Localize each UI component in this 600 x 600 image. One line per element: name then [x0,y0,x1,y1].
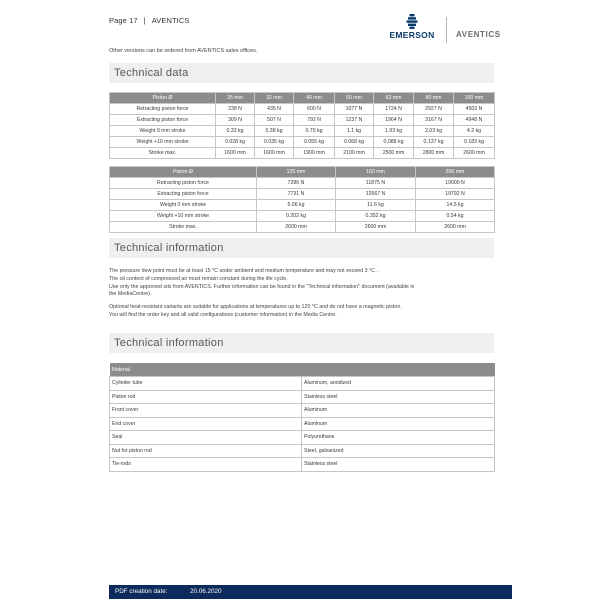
table-cell: 0.088 kg [374,137,414,148]
column-header-piston: Piston Ø [110,167,257,178]
emerson-logo-text: EMERSON [389,30,435,40]
material-table-wrapper [109,363,494,472]
material-row [110,417,495,431]
table-cell: 0.028 kg [216,137,255,148]
table-cell: 2.03 kg [414,126,454,137]
table-cell: 0.055 kg [294,137,335,148]
table-cell: 2600 mm [416,222,495,233]
material-part: End cover [110,417,302,431]
column-header: 32 mm [255,93,294,104]
table-cell: 1600 mm [216,148,255,159]
row-label: Weight 0 mm stroke [110,200,257,211]
table-row [110,211,495,222]
row-label: Stroke max. [110,148,216,159]
material-row [110,390,495,404]
material-value: Aluminum [302,404,495,418]
table-cell: 0.352 kg [336,211,416,222]
column-header: 25 mm [216,93,255,104]
material-row [110,377,495,391]
material-value: Polyurethane [302,431,495,445]
material-row [110,431,495,445]
logo-divider [446,17,447,43]
material-part: Piston rod [110,390,302,404]
table-cell: 0.33 kg [216,126,255,137]
column-header: 200 mm [416,167,495,178]
row-label: Stroke max. [110,222,257,233]
table-cell: 5.06 kg [257,200,336,211]
table-cell: 1900 mm [294,148,335,159]
table-cell: 12667 N [336,189,416,200]
table-cell: 600 N [294,104,335,115]
tech-info-line: The oil content of compressed air must remain constant during the life cycle. [109,275,288,282]
table-row [110,222,495,233]
material-row [110,404,495,418]
table-cell: 0.068 kg [335,137,374,148]
technical-data-table-1 [109,92,495,159]
table-row [110,148,495,159]
table-header-row [110,167,495,178]
row-label: Weight 0 mm stroke [110,126,216,137]
column-header: 100 mm [454,93,495,104]
row-label: Extracting piston force [110,115,216,126]
table-cell: 2800 mm [414,148,454,159]
intro-text: Other versions can be ordered from AVENTICS sales offices. [109,48,258,54]
material-row [110,444,495,458]
material-value: Stainless steel [302,390,495,404]
material-part: Tie-rods [110,458,302,472]
tech-info-line: the MediaCentre). [109,291,152,298]
technical-information-text [109,268,493,320]
table-cell: 3167 N [414,115,454,126]
emerson-logo [384,14,440,40]
table-cell: 309 N [216,115,255,126]
material-row [110,458,495,472]
table-cell: 0.137 kg [414,137,454,148]
footer-date: 20.06.2020 [190,588,222,595]
emerson-logo-icon [406,14,418,29]
row-label: Retracting piston force [110,104,216,115]
table-cell: 1964 N [374,115,414,126]
table-row [110,126,495,137]
material-header-row [110,363,495,377]
column-header: 50 mm [335,93,374,104]
aventics-logo-text: AVENTICS [456,30,501,39]
row-label: Extracting piston force [110,189,257,200]
tech-info-line: Optional heat-resistant variants are suitable for applications at temperatures up to 120 °C and do not have a magnetic piston. [109,304,402,311]
table-cell: 2600 mm [336,222,416,233]
table-cell: 2500 mm [374,148,414,159]
table-cell: 238 N [216,104,255,115]
tech-info-line: You will find the order key and all valid configurations (customer information) in the Media Centre. [109,311,337,318]
table-cell: 2600 mm [257,222,336,233]
table-cell: 19000 N [416,178,495,189]
table-cell: 435 N [255,104,294,115]
material-part: Front cover [110,404,302,418]
column-header: 80 mm [414,93,454,104]
header-separator: | [143,16,146,25]
header-brand: AVENTICS [151,16,190,25]
row-label: Weight +10 mm stroke [110,211,257,222]
footer-label: PDF creation date: [115,588,168,595]
tech-info-line: Use only the approved oils from AVENTICS. Further information can be found in the "Technical information" document (available in [109,283,415,290]
column-header: 125 mm [257,167,336,178]
table-cell: 4.2 kg [454,126,495,137]
table-row [110,189,495,200]
section-technical-information-materials: Technical information [109,333,494,353]
material-part: Seal [110,431,302,445]
table-cell: 507 N [255,115,294,126]
table-cell: 0.54 kg [416,211,495,222]
table-row [110,200,495,211]
table-cell: 0.75 kg [294,126,335,137]
column-header-piston: Piston Ø [110,93,216,104]
table-cell: 1.93 kg [374,126,414,137]
material-part: Cylinder tube [110,377,302,391]
row-label: Retracting piston force [110,178,257,189]
table-cell: 0.035 kg [255,137,294,148]
page-header [109,16,189,25]
table-cell: 792 N [294,115,335,126]
tech-info-line: The pressure dew point must be at least 15 °C under ambient and medium temperature and may not exceed 3 °C . [109,268,378,274]
column-header: 63 mm [374,93,414,104]
material-table [109,363,495,472]
column-header: 160 mm [336,167,416,178]
table-cell: 2100 mm [335,148,374,159]
material-value: Aluminum [302,417,495,431]
table-cell: 4503 N [454,104,495,115]
material-value: Stainless steel [302,458,495,472]
column-header: 40 mm [294,93,335,104]
table-cell: 0.202 kg [257,211,336,222]
material-value: Steel, galvanized [302,444,495,458]
table-row [110,137,495,148]
table-cell: 7731 N [257,189,336,200]
table-cell: 11875 N [336,178,416,189]
table-cell: 19792 N [416,189,495,200]
technical-data-table-2 [109,166,495,233]
table-cell: 1600 mm [255,148,294,159]
table-row [110,104,495,115]
table-cell: 0.38 kg [255,126,294,137]
section-technical-data: Technical data [109,63,494,83]
material-header: Material [110,363,495,377]
page-number: Page 17 [109,16,138,25]
table-header-row [110,93,495,104]
footer-bar [109,585,512,599]
table-row [110,115,495,126]
table-cell: 2927 N [414,104,454,115]
table-cell: 1.1 kg [335,126,374,137]
table-cell: 1077 N [335,104,374,115]
section-technical-information: Technical information [109,238,494,258]
table-cell: 14.5 kg [416,200,495,211]
table-cell: 11.6 kg [336,200,416,211]
table-cell: 7286 N [257,178,336,189]
table-row [110,178,495,189]
row-label: Weight +10 mm stroke [110,137,216,148]
table-cell: 4948 N [454,115,495,126]
table-cell: 2600 mm [454,148,495,159]
material-part: Nut for piston rod [110,444,302,458]
table-cell: 0.183 kg [454,137,495,148]
table-cell: 1237 N [335,115,374,126]
table-cell: 1724 N [374,104,414,115]
material-value: Aluminum, anodized [302,377,495,391]
